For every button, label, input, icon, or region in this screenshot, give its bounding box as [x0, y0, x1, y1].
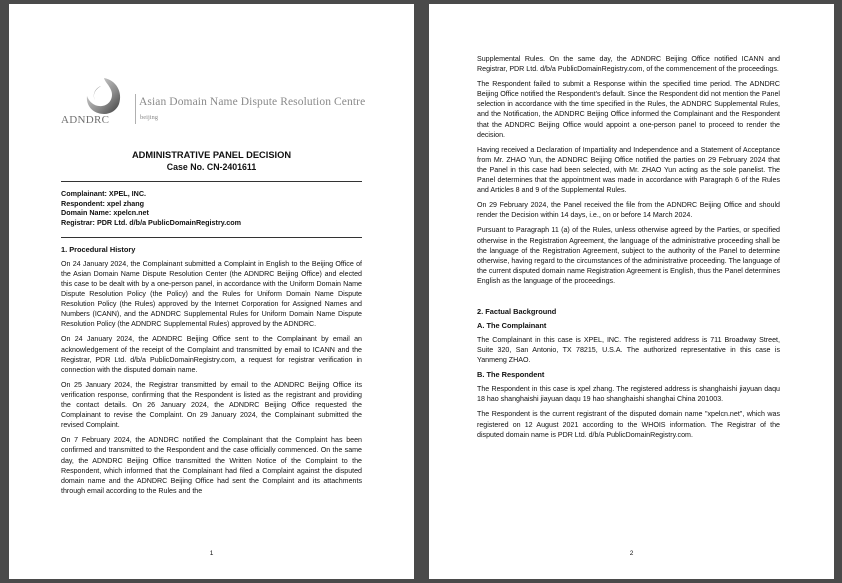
subsection-heading: A. The Complainant: [477, 320, 547, 330]
page-number: 2: [629, 550, 634, 557]
logo-org-name: Asian Domain Name Dispute Resolution Centre: [139, 96, 366, 108]
registrar-line: Registrar: PDR Ltd. d/b/a PublicDomainRegistry.com: [61, 218, 241, 228]
subsection-heading: B. The Respondent: [477, 370, 545, 380]
decision-title: ADMINISTRATIVE PANEL DECISION: [131, 150, 292, 160]
paragraph: On 7 February 2024, the ADNDRC notified the Complainant that the Complaint has been confirmed and transmitted to the Respondent and the case officially commenced. On the same day, the ADNDRC Beijing Office transmitted the Written Notice of the Complaint to the Respondent, which informed that the Complainant had filed a Complaint against the disputed domain name and the ADNDRC Beijing Office had sent the Complaint and its attachments through email according to the Rules and the: [61, 436, 362, 495]
logo-city: beijing: [140, 114, 159, 121]
paragraph: On 24 January 2024, the Complainant submitted a Complaint in English to the Beijing Office of the Asian Domain Name Dispute Resolution Center (the ADNDRC Beijing Office) and elected this case to be dealt with by a one-person panel, in accordance with the Uniform Domain Name Dispute Resolution Policy (the Policy) and the Rules for Uniform Domain Name Dispute Resolution Policy (the Rules) approved by the Internet Corporation for Assigned Names and Numbers (ICANN), and the ADNDRC Supplemental Rules for Uniform Domain Name Dispute Resolution Policy (the ADNDRC Supplemental Rules) approved by the ADNDRC.: [61, 259, 362, 329]
divider: [61, 181, 362, 182]
paragraph: The Respondent is the current registrant of the disputed domain name "xpelcn.net", which was registered on 12 August 2021 according to the WHOIS information. The Registrar of the disputed domain name is PDR Ltd. d/b/a PublicDomainRegistry.com.: [477, 410, 780, 439]
paragraph: Pursuant to Paragraph 11 (a) of the Rules, unless otherwise agreed by the Parties, or specified otherwise in the Registration Agreement, the language of the administrative proceeding shall be the language of the Registration Agreement, subject to the authority of the Panel to determine otherwise, having regard to the circumstances of the administrative proceeding. The language of the current disputed domain name Registration Agreement is English, thus the Panel determines English as the language of the proceedings.: [477, 226, 780, 285]
domain-name-line: Domain Name: xpelcn.net: [61, 208, 149, 218]
adndrc-emblem-icon: [83, 76, 125, 116]
logo-divider: [135, 94, 136, 124]
paragraph: On 29 February 2024, the Panel received the file from the ADNDRC Beijing Office and should render the Decision within 14 days, i.e., on or before 14 March 2024.: [477, 201, 780, 220]
complainant-line: Complainant: XPEL, INC.: [61, 189, 147, 198]
paragraph: The Complainant in this case is XPEL, INC. The registered address is 711 Broadway Street, Suite 320, San Antonio, TX 78215, U.S.A. The authorized representative in this case is Yanmeng ZHAO.: [477, 335, 780, 365]
paragraph: The Respondent in this case is xpel zhang. The registered address is shanghaishi jiayuan daqu 18 hao shanghaishi jiayuan daqu 19 hao shanghaishi shanghai China 201003.: [477, 385, 780, 404]
page-number: 1: [209, 550, 214, 557]
adndrc-logo: [61, 76, 366, 148]
paragraph: Having received a Declaration of Impartiality and Independence and a Statement of Acceptance from Mr. ZHAO Yun, the ADNDRC Beijing Office notified the parties on 29 February 2024 that the Panel in this case had been selected, with Mr. ZHAO Yun acting as the sole panelist. The Panel determines that the appointment was made in accordance with Paragraph 6 of the Rules and Articles 8 and 9 of the Supplemental Rules.: [477, 145, 780, 195]
document-page-2: [429, 4, 834, 579]
section-heading: 2. Factual Background: [477, 306, 557, 316]
paragraph: On 24 January 2024, the ADNDRC Beijing Office sent to the Complainant by email an acknowledgement of the receipt of the Complaint and transmitted by email to ICANN and the Registrar, PDR Ltd. d/b/a PublicDomainRegistry.com, a request for registrar verification in connection with the disputed domain name.: [61, 335, 362, 374]
parties-block: [61, 189, 362, 228]
respondent-line: Respondent: xpel zhang: [61, 198, 145, 208]
paragraph: Supplemental Rules. On the same day, the ADNDRC Beijing Office notified ICANN and Registrar, PDR Ltd. d/b/a PublicDomainRegistry.com, of the commencement of the proceedings.: [477, 55, 780, 74]
case-number: Case No. CN-2401611: [166, 162, 257, 172]
document-page-1: [9, 4, 414, 579]
paragraph: The Respondent failed to submit a Response within the specified time period. The ADNDRC Beijing Office notified the Respondent's default. Since the Respondent did not mention the Panel selection in accordance with the time specified in the Rules, the ADNDRC Supplemental Rules, and the Notification, the ADNDRC Beijing Office informed the Complainant and the Respondent that the ADNDRC Beijing Office would appoint a one-person panel to proceed to render the decision.: [477, 80, 780, 139]
section-heading: 1. Procedural History: [61, 244, 136, 254]
divider: [61, 237, 362, 238]
logo-abbr: ADNDRC: [61, 114, 110, 126]
paragraph: On 25 January 2024, the Registrar transmitted by email to the ADNDRC Beijing Office its verification response, confirming that the Respondent is listed as the registrant and providing the contact details. On 26 January 2024, the ADNDRC Beijing Office requested the Complainant to revise the Complaint. On 29 January 2024, the Complainant submitted the revised Complaint.: [61, 380, 362, 430]
